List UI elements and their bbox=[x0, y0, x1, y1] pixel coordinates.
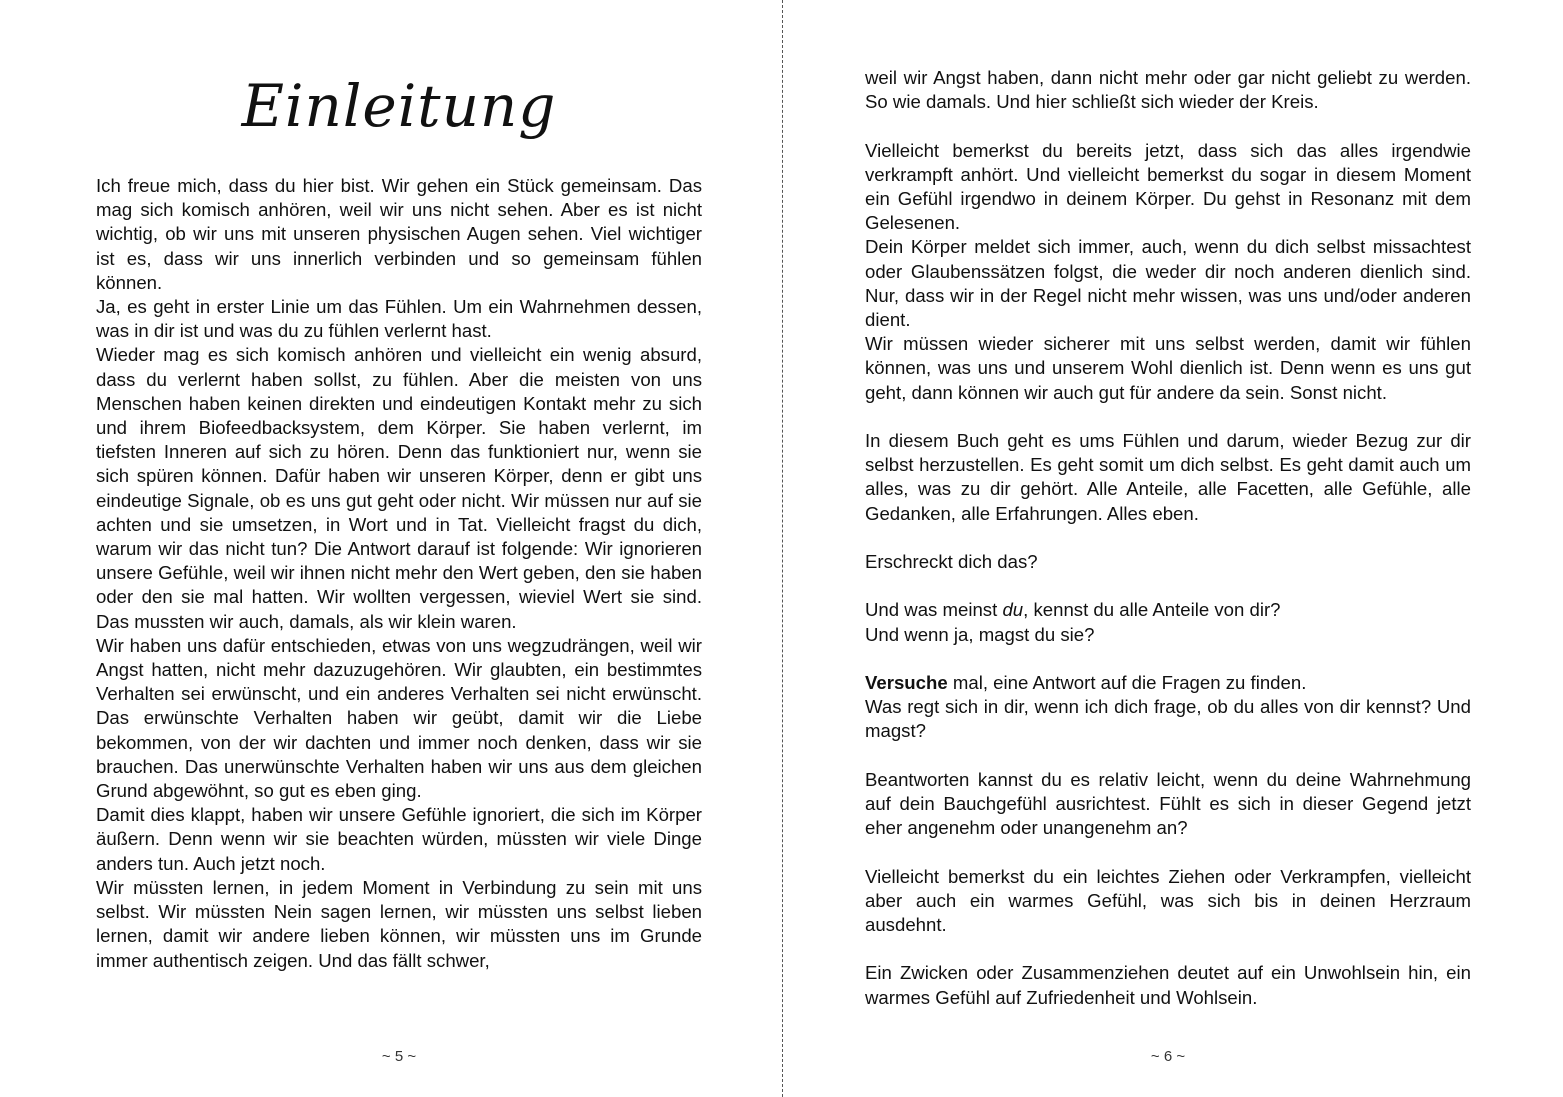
paragraph: Wir müssen wieder sicherer mit uns selbst werden, damit wir fühlen können, was uns und unserem Wohl dienlich ist. Denn wenn es uns gut geht, dann können wir auch gut für andere da sein. Sonst nicht. bbox=[865, 333, 1471, 403]
page-divider-dashed bbox=[782, 0, 783, 1097]
paragraph: Vielleicht bemerkst du bereits jetzt, dass sich das alles irgendwie verkrampft anhört. Und vielleicht bemerkst du sogar in diesem Moment ein Gefühl irgendwo in deinem Körper. Du gehst in Resonanz mit dem Gelesenen. bbox=[865, 139, 1471, 234]
paragraph: Wir haben uns dafür entschieden, etwas von uns wegzudrängen, weil wir Angst hatten, nicht mehr dazuzugehören. Wir glaubten, ein bestimmtes Verhalten sei erwünscht, und ein anderes Verhalten sei nicht erwünscht. Das erwünschte Verhalten haben wir geübt, damit wir die Liebe bekommen, von der wir dachten und immer noch denken, dass wir sie brauchen. Das unerwünschte Verhalten haben wir uns aus dem gleichen Grund abgewöhnt, so gut es eben ging. bbox=[96, 634, 702, 802]
text-segment: , kennst du alle Anteile von dir? bbox=[1023, 599, 1281, 621]
paragraph: Beantworten kannst du es relativ leicht, wenn du deine Wahrnehmung auf dein Bauchgefühl ausrichtest. Fühlt es sich in dieser Gegend jetzt eher angenehm oder unangenehm an? bbox=[865, 768, 1471, 839]
paragraph: Ein Zwicken oder Zusammenziehen deutet auf ein Unwohlsein hin, ein warmes Gefühl auf Zufriedenheit und Wohlsein. bbox=[865, 962, 1471, 1008]
paragraph: In diesem Buch geht es ums Fühlen und darum, wieder Bezug zur dir selbst herzustellen. Es geht somit um dich selbst. Es geht damit auch um alles, was zu dir gehört. Alle Anteile, alle Facetten, alle Gefühle, alle Gedanken, alle Erfahrungen. Alles eben. bbox=[865, 430, 1471, 524]
paragraph: Und wenn ja, magst du sie? bbox=[865, 623, 1095, 645]
paragraph bbox=[865, 671, 1471, 695]
paragraph: weil wir Angst haben, dann nicht mehr oder gar nicht geliebt zu werden. So wie damals. Und hier schließt sich wieder der Kreis. bbox=[865, 67, 1471, 113]
page-number: ~ 6 ~ bbox=[1150, 1048, 1186, 1065]
paragraph: Damit dies klappt, haben wir unsere Gefühle ignoriert, die sich im Körper äußern. Denn wenn wir sie beachten würden, müssten wir viele Dinge anders tun. Auch jetzt noch. bbox=[96, 804, 702, 874]
paragraph: Wieder mag es sich komisch anhören und vielleicht ein wenig absurd, dass du verlernt haben sollst, zu fühlen. Aber die meisten von uns Menschen haben keinen direkten und eindeutigen Kontakt mehr zu sich und ihrem Biofeedbacksystem, dem Körper. Sie haben verlernt, im tiefsten Inneren auf sich zu hören. Denn das funktioniert nur, wenn sie sich spüren können. Dafür haben wir unseren Körper, denn er gibt uns eindeutige Signale, ob es uns gut geht oder nicht. Wir müssen nur auf sie achten und sie umsetzen, in Wort und in Tat. Vielleicht fragst du dich, warum wir das nicht tun? Die Antwort darauf ist folgende: Wir ignorieren unsere Gefühle, weil wir ihnen nicht mehr den Wert geben, den sie haben oder den sie mal hatten. Wir wollten vergessen, wieviel Wert sie sind. Das mussten wir auch, damals, als wir klein waren. bbox=[96, 344, 702, 632]
left-page-body bbox=[96, 174, 702, 973]
paragraph: Dein Körper meldet sich immer, auch, wenn du dich selbst missachtest oder Glaubenssätzen folgst, die weder dir noch anderen dienlich sind. Nur, dass wir in der Regel nicht mehr wissen, was uns und/oder anderen dient. bbox=[865, 236, 1471, 331]
left-page bbox=[96, 0, 702, 1097]
page-number: ~ 5 ~ bbox=[381, 1048, 417, 1065]
emphasis-text: du bbox=[1002, 599, 1024, 621]
text-segment: mal, eine Antwort auf die Fragen zu finden. bbox=[947, 672, 1307, 693]
paragraph: Vielleicht bemerkst du ein leichtes Ziehen oder Verkrampfen, vielleicht aber auch ein warmes Gefühl, was sich bis in deinen Herzraum ausdehnt. bbox=[865, 865, 1471, 935]
text-segment: Und was meinst bbox=[865, 599, 1003, 621]
paragraph: Was regt sich in dir, wenn ich dich frage, ob du alles von dir kennst? Und magst? bbox=[865, 696, 1471, 742]
paragraph: Wir müssten lernen, in jedem Moment in Verbindung zu sein mit uns selbst. Wir müssten Nein sagen lernen, wir müssten uns selbst lieben lernen, damit wir andere lieben können, wir müssten uns im Grunde immer authentisch zeigen. Und das fällt schwer, bbox=[96, 876, 702, 971]
paragraph: Ich freue mich, dass du hier bist. Wir gehen ein Stück gemeinsam. Das mag sich komisch anhören, weil wir uns nicht sehen. Aber es ist nicht wichtig, ob wir uns mit unseren physischen Augen sehen. Viel wichtiger ist es, dass wir uns innerlich verbinden und so gemeinsam fühlen können. bbox=[96, 175, 702, 293]
chapter-title: Einleitung bbox=[241, 72, 557, 140]
right-page bbox=[865, 0, 1471, 1097]
paragraph bbox=[865, 598, 1471, 622]
right-page-body bbox=[865, 66, 1471, 1010]
paragraph: Erschreckt dich das? bbox=[865, 551, 1038, 573]
paragraph: Ja, es geht in erster Linie um das Fühlen. Um ein Wahrnehmen dessen, was in dir ist und was du zu fühlen verlernt hast. bbox=[96, 296, 702, 342]
bold-text: Versuche bbox=[865, 672, 948, 693]
